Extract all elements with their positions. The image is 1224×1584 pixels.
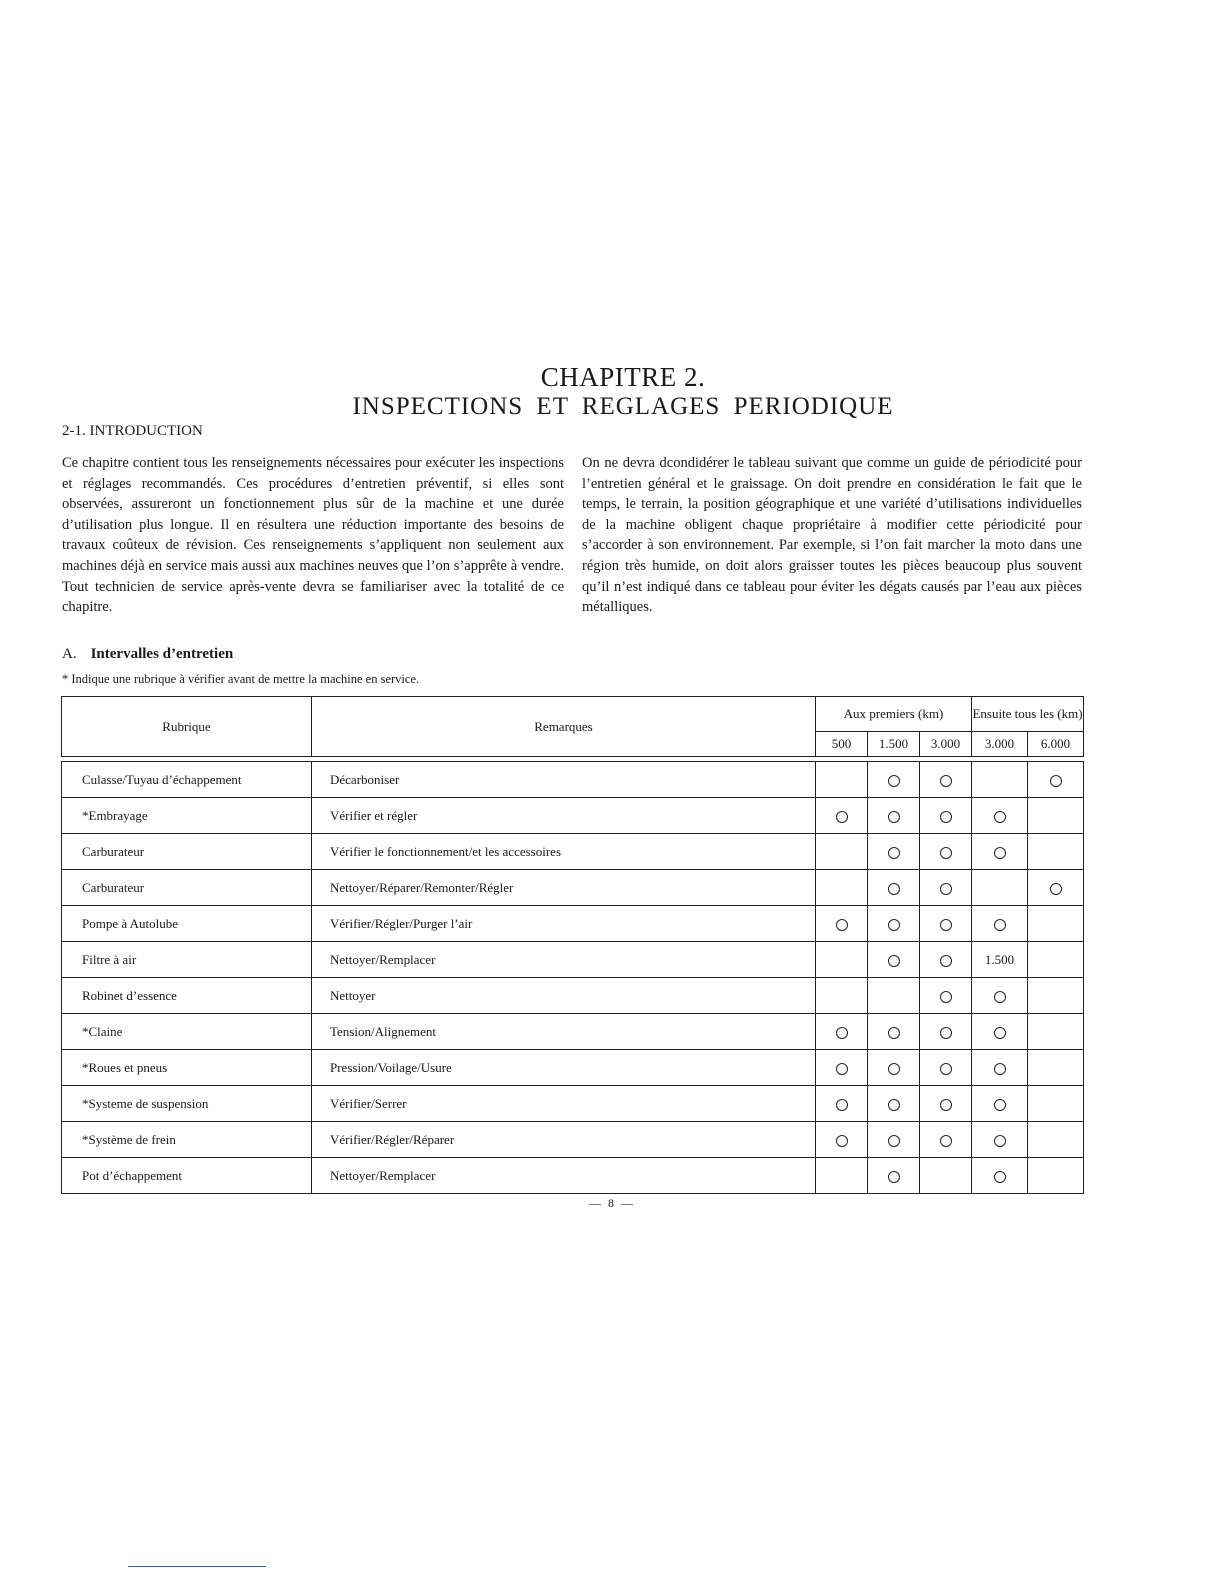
table-row [62, 1158, 1084, 1194]
subsection-letter: A. [62, 646, 77, 662]
circle-check-icon [888, 811, 900, 823]
section-title: 2-1. INTRODUCTION [62, 423, 203, 439]
cell-interval [972, 906, 1028, 942]
header-aux-premiers: Aux premiers (km) [816, 697, 972, 732]
cell-interval [816, 978, 868, 1014]
cell-interval [816, 870, 868, 906]
circle-check-icon [994, 1027, 1006, 1039]
cell-remarques: Vérifier/Régler/Purger l’air [312, 906, 816, 942]
header-remarques: Remarques [312, 697, 816, 757]
circle-check-icon [836, 1027, 848, 1039]
circle-check-icon [940, 919, 952, 931]
cell-interval [920, 942, 972, 978]
cell-rubrique: Robinet d’essence [62, 978, 312, 1014]
table-row [62, 870, 1084, 906]
header-km: 6.000 [1028, 732, 1084, 757]
circle-check-icon [940, 955, 952, 967]
table-row [62, 1050, 1084, 1086]
cell-interval [1028, 906, 1084, 942]
cell-interval [972, 1122, 1028, 1158]
cell-interval [920, 798, 972, 834]
cell-interval [920, 1050, 972, 1086]
cell-remarques: Tension/Alignement [312, 1014, 816, 1050]
table-row [62, 942, 1084, 978]
circle-check-icon [888, 775, 900, 787]
header-km: 3.000 [920, 732, 972, 757]
cell-remarques: Vérifier/Régler/Réparer [312, 1122, 816, 1158]
cell-interval [868, 1086, 920, 1122]
header-rubrique: Rubrique [62, 697, 312, 757]
circle-check-icon [940, 775, 952, 787]
cell-rubrique: *Claine [62, 1014, 312, 1050]
circle-check-icon [1050, 883, 1062, 895]
cell-interval [868, 1014, 920, 1050]
circle-check-icon [836, 1099, 848, 1111]
cell-interval [920, 906, 972, 942]
cell-interval [816, 1050, 868, 1086]
cell-interval [1028, 762, 1084, 798]
page-number: — 8 — [589, 1196, 635, 1210]
cell-interval: 1.500 [972, 942, 1028, 978]
cell-rubrique: *Embrayage [62, 798, 312, 834]
cell-interval [868, 834, 920, 870]
intro-right-paragraph: On ne devra dcondidérer le tableau suivant que comme un guide de périodicité pour l’entretien général et le graissage. On doit prendre en considération le fait que le temps, le terrain, la position géographique et une variété d’utilisations individuelles de la machine obligent chaque propriétaire à modifier cette périodicité pour s’accorder à son environnement. Par exemple, si l’on fait marcher la moto dans une région très humide, on doit alors graisser toutes les pièces beaucoup plus souvent qu’il n’est indiqué dans ce tableau pour éviter les dégats causés par l’eau aux pièces métalliques. [582, 455, 1082, 616]
circle-check-icon [940, 1027, 952, 1039]
circle-check-icon [888, 1171, 900, 1183]
circle-check-icon [836, 1063, 848, 1075]
cell-interval [868, 1050, 920, 1086]
circle-check-icon [940, 1099, 952, 1111]
table-row [62, 1122, 1084, 1158]
cell-remarques: Nettoyer/Réparer/Remonter/Régler [312, 870, 816, 906]
cell-interval [972, 1050, 1028, 1086]
cell-interval [1028, 1050, 1084, 1086]
subsection-title: Intervalles d’entretien [90, 646, 234, 662]
cell-rubrique: Pot d’échappement [62, 1158, 312, 1194]
circle-check-icon [888, 919, 900, 931]
circle-check-icon [994, 919, 1006, 931]
cell-interval [920, 1122, 972, 1158]
circle-check-icon [888, 1063, 900, 1075]
subsection-heading [62, 646, 233, 663]
cell-interval [816, 1086, 868, 1122]
cell-interval [920, 870, 972, 906]
cell-interval [868, 942, 920, 978]
table-row [62, 834, 1084, 870]
cell-interval [816, 1122, 868, 1158]
cell-interval [1028, 1014, 1084, 1050]
cell-interval [920, 1158, 972, 1194]
cell-interval [920, 1014, 972, 1050]
maintenance-table [61, 696, 1084, 1194]
circle-check-icon [836, 1135, 848, 1147]
cell-interval [1028, 1122, 1084, 1158]
cell-interval [1028, 870, 1084, 906]
cell-interval [868, 906, 920, 942]
cell-interval [868, 1158, 920, 1194]
cell-interval [868, 870, 920, 906]
asterisk-note: * Indique une rubrique à vérifier avant de mettre la machine en service. [62, 672, 420, 686]
cell-interval [868, 798, 920, 834]
circle-check-icon [994, 1099, 1006, 1111]
circle-check-icon [940, 811, 952, 823]
cell-interval [1028, 1086, 1084, 1122]
chapter-heading [0, 362, 1224, 422]
cell-interval [816, 1158, 868, 1194]
footer-rule [128, 1566, 266, 1567]
cell-interval [816, 834, 868, 870]
cell-remarques: Vérifier/Serrer [312, 1086, 816, 1122]
cell-interval [816, 1014, 868, 1050]
cell-remarques: Nettoyer/Remplacer [312, 1158, 816, 1194]
cell-remarques: Pression/Voilage/Usure [312, 1050, 816, 1086]
header-km: 1.500 [868, 732, 920, 757]
circle-check-icon [994, 1063, 1006, 1075]
table-body [62, 757, 1084, 1194]
circle-check-icon [994, 1135, 1006, 1147]
cell-interval [920, 978, 972, 1014]
cell-rubrique: *Système de frein [62, 1122, 312, 1158]
cell-rubrique: *Systeme de suspension [62, 1086, 312, 1122]
circle-check-icon [888, 1027, 900, 1039]
circle-check-icon [940, 847, 952, 859]
cell-interval [1028, 798, 1084, 834]
circle-check-icon [888, 847, 900, 859]
cell-interval [1028, 978, 1084, 1014]
cell-interval [972, 834, 1028, 870]
table-row [62, 1014, 1084, 1050]
circle-check-icon [994, 847, 1006, 859]
cell-interval [1028, 1158, 1084, 1194]
table-row [62, 1086, 1084, 1122]
cell-interval [816, 798, 868, 834]
circle-check-icon [940, 1135, 952, 1147]
cell-interval [816, 942, 868, 978]
circle-check-icon [888, 1099, 900, 1111]
circle-check-icon [836, 811, 848, 823]
cell-rubrique: *Roues et pneus [62, 1050, 312, 1086]
circle-check-icon [994, 811, 1006, 823]
header-km: 3.000 [972, 732, 1028, 757]
cell-interval [972, 762, 1028, 798]
cell-interval [1028, 942, 1084, 978]
circle-check-icon [888, 955, 900, 967]
cell-remarques: Décarboniser [312, 762, 816, 798]
table-row [62, 798, 1084, 834]
cell-rubrique: Filtre à air [62, 942, 312, 978]
cell-rubrique: Carburateur [62, 870, 312, 906]
cell-remarques: Nettoyer [312, 978, 816, 1014]
cell-remarques: Vérifier et régler [312, 798, 816, 834]
circle-check-icon [888, 883, 900, 895]
circle-check-icon [836, 919, 848, 931]
cell-rubrique: Culasse/Tuyau d’échappement [62, 762, 312, 798]
circle-check-icon [940, 1063, 952, 1075]
table-row [62, 762, 1084, 798]
cell-interval [920, 1086, 972, 1122]
cell-interval [920, 834, 972, 870]
cell-interval [972, 978, 1028, 1014]
circle-check-icon [994, 1171, 1006, 1183]
cell-remarques: Vérifier le fonctionnement/et les accessoires [312, 834, 816, 870]
cell-interval [972, 1014, 1028, 1050]
header-ensuite: Ensuite tous les (km) [972, 697, 1084, 732]
header-km: 500 [816, 732, 868, 757]
cell-interval [1028, 834, 1084, 870]
circle-check-icon [1050, 775, 1062, 787]
cell-remarques: Nettoyer/Remplacer [312, 942, 816, 978]
intro-left-paragraph: Ce chapitre contient tous les renseignements nécessaires pour exécuter les inspections et réglages recommandés. Ces procédures d’entretien préventif, si elles sont observées, assureront un fonctionnement plus sûr de la machine et une durée d’utilisation plus longue. Il en résultera une réduction importante des besoins de travaux coûteux de révision. Ces renseignements s’appliquent non seulement aux machines déjà en service mais aussi aux machines neuves que l’on s’apprête à vendre. Tout technicien de service après-vente devra se familiariser avec la totalité de ce chapitre. [62, 455, 564, 616]
chapter-number: CHAPITRE 2. [540, 362, 706, 392]
chapter-title: INSPECTIONS ET REGLAGES PERIODIQUE [352, 393, 894, 420]
cell-rubrique: Carburateur [62, 834, 312, 870]
circle-check-icon [940, 883, 952, 895]
cell-interval [868, 1122, 920, 1158]
circle-check-icon [888, 1135, 900, 1147]
cell-interval [920, 762, 972, 798]
cell-interval [972, 870, 1028, 906]
table-row [62, 906, 1084, 942]
cell-interval [868, 762, 920, 798]
cell-interval [972, 798, 1028, 834]
cell-rubrique: Pompe à Autolube [62, 906, 312, 942]
circle-check-icon [940, 991, 952, 1003]
cell-interval [816, 906, 868, 942]
table-row [62, 978, 1084, 1014]
circle-check-icon [994, 991, 1006, 1003]
cell-interval [816, 762, 868, 798]
cell-interval [972, 1158, 1028, 1194]
cell-interval [972, 1086, 1028, 1122]
cell-interval [868, 978, 920, 1014]
